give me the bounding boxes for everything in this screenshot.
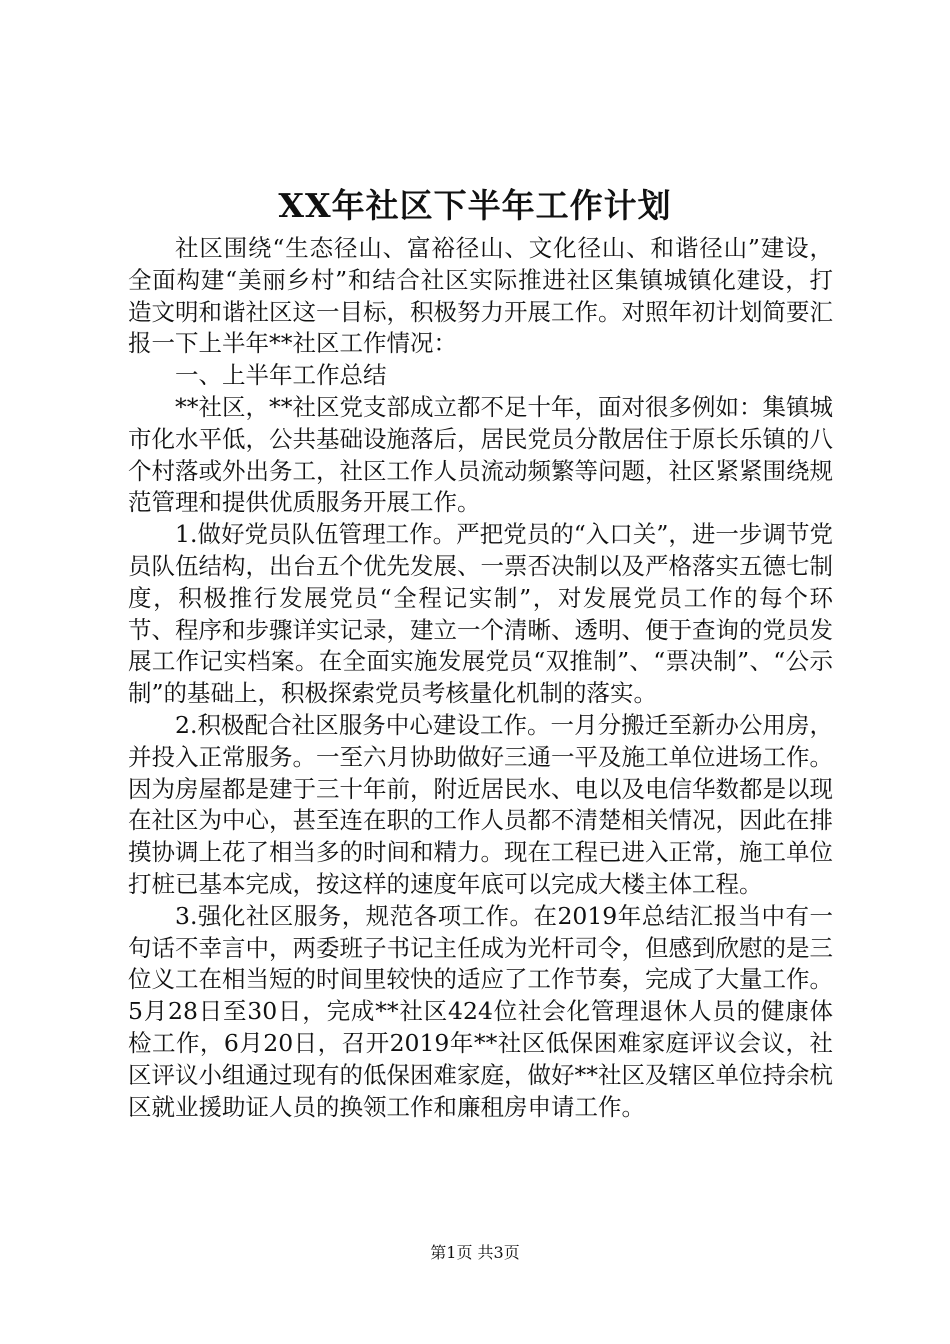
section-heading: 一、上半年工作总结	[175, 361, 387, 390]
summary-paragraph: **社区，**社区党支部成立都不足十年，面对很多例如：集镇城市化水平低，公共基础设施落后，居民党员分散居住于原长乐镇的八个村落或外出务工，社区工作人员流动频繁等问题，社区紧紧围绕规范管理和提供优质服务开展工作。	[128, 392, 833, 517]
item-1-paragraph: 1.做好党员队伍管理工作。严把党员的“入口关”，进一步调节党员队伍结构，出台五个优先发展、一票否决制以及严格落实五德七制度，积极推行发展党员“全程记实制”，对发展党员工作的每个环节、程序和步骤详实记录，建立一个清晰、透明、便于查询的党员发展工作记实档案。在全面实施发展党员“双推制”、“票决制”、“公示制”的基础上，积极探索党员考核量化机制的落实。	[128, 520, 833, 708]
document-body	[128, 233, 833, 1123]
item-2-paragraph: 2.积极配合社区服务中心建设工作。一月分搬迁至新办公用房，并投入正常服务。一至六月协助做好三通一平及施工单位进场工作。因为房屋都是建于三十年前，附近居民水、电以及电信华数都是以现在社区为中心，甚至连在职的工作人员都不清楚相关情况，因此在排摸协调上花了相当多的时间和精力。现在工程已进入正常，施工单位打桩已基本完成，按这样的速度年底可以完成大楼主体工程。	[128, 710, 833, 898]
page-footer: 第1页 共3页	[430, 1243, 520, 1262]
intro-paragraph: 社区围绕“生态径山、富裕径山、文化径山、和谐径山”建设，全面构建“美丽乡村”和结合社区实际推进社区集镇城镇化建设，打造文明和谐社区这一目标，积极努力开展工作。对照年初计划简要汇报一下上半年**社区工作情况：	[128, 234, 833, 358]
item-3-paragraph: 3.强化社区服务，规范各项工作。在2019年总结汇报当中有一句话不幸言中，两委班子书记主任成为光杆司令，但感到欣慰的是三位义工在相当短的时间里较快的适应了工作节奏，完成了大量工作。5月28日至30日，完成**社区424位社会化管理退休人员的健康体检工作，6月20日，召开2019年**社区低保困难家庭评议会议，社区评议小组通过现有的低保困难家庭，做好**社区及辖区单位持余杭区就业援助证人员的换领工作和廉租房申请工作。	[128, 901, 833, 1121]
document-title: XX年社区下半年工作计划	[278, 186, 672, 225]
